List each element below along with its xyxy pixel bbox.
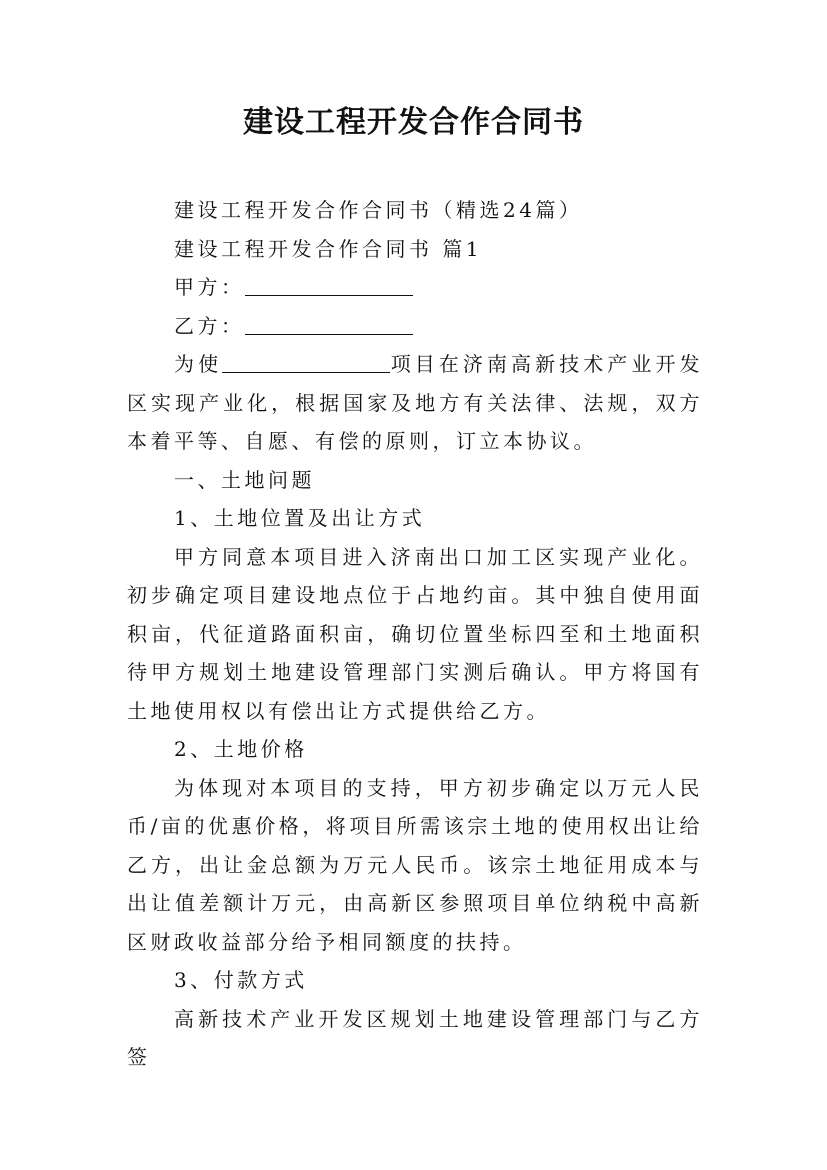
paragraph-payment-method: 高新技术产业开发区规划土地建设管理部门与乙方签 [127, 1006, 703, 1069]
party-b-label: 乙方： [174, 313, 245, 338]
intro-suffix: 项目在济南高新技术产业开发区实现产业化，根据国家及地方有关法律、法规，双方本着平等、自愿、有偿的原则，订立本协议。 [127, 352, 704, 453]
heading-land-location: 1、土地位置及出让方式 [174, 506, 426, 530]
intro-paragraph [127, 345, 703, 461]
party-a-label: 甲方： [174, 275, 245, 299]
party-a-line [127, 268, 703, 307]
heading-land-issues: 一、土地问题 [174, 467, 315, 492]
document-body [127, 191, 703, 1077]
project-name-blank [222, 371, 390, 373]
party-b-blank [245, 333, 413, 335]
subtitle-line: 建设工程开发合作合同书（精选24篇） [174, 198, 583, 222]
document-title: 建设工程开发合作合同书 [243, 105, 584, 140]
paragraph-land-location: 甲方同意本项目进入济南出口加工区实现产业化。初步确定项目建设地点位于占地约亩。其中独自使用面积亩，代征道路面积亩，确切位置坐标四至和土地面积待甲方规划土地建设管理部门实测后确认。甲方将国有土地使用权以有偿出让方式提供给乙方。 [127, 544, 703, 723]
heading-land-price: 2、土地价格 [174, 737, 308, 761]
intro-prefix: 为使 [174, 352, 223, 376]
section-heading: 建设工程开发合作合同书 篇1 [174, 236, 483, 261]
party-b-line [127, 307, 703, 346]
heading-payment-method: 3、付款方式 [174, 968, 308, 992]
party-a-blank [245, 294, 413, 296]
paragraph-land-price: 为体现对本项目的支持，甲方初步确定以万元人民币/亩的优惠价格，将项目所需该宗土地的使用权出让给乙方，出让金总额为万元人民币。该宗土地征用成本与出让值差额计万元，由高新区参照项目单位纳税中高新区财政收益部分给予相同额度的扶持。 [127, 775, 703, 954]
